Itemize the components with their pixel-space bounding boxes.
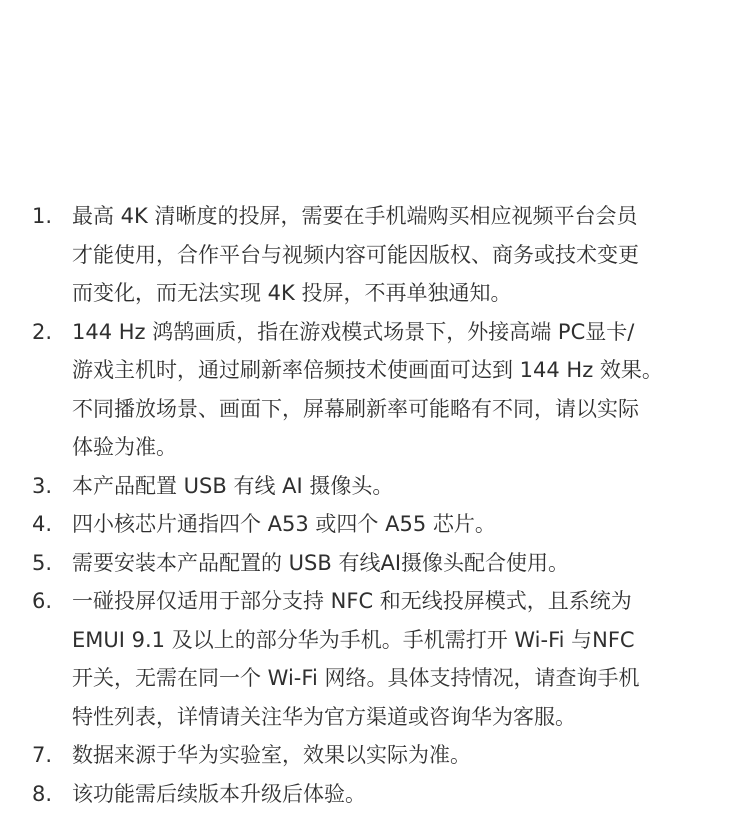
footnote-line: 特性列表，详情请关注华为官方渠道或咨询华为客服。 <box>72 698 732 737</box>
footnote-item <box>32 467 732 506</box>
footnote-number: 5. <box>32 544 72 583</box>
footnote-line: 不同播放场景、画面下，屏幕刷新率可能略有不同，请以实际 <box>72 390 732 429</box>
footnotes-list <box>32 197 732 813</box>
footnote-number: 3. <box>32 467 72 506</box>
footnote-number: 8. <box>32 775 72 813</box>
footnote-text <box>72 736 732 775</box>
footnote-line: 而变化，而无法实现 4K 投屏，不再单独通知。 <box>72 274 732 313</box>
footnote-text <box>72 544 732 583</box>
footnote-line: 四小核芯片通指四个 A53 或四个 A55 芯片。 <box>72 505 732 544</box>
footnote-line: 开关，无需在同一个 Wi-Fi 网络。具体支持情况，请查询手机 <box>72 659 732 698</box>
footnote-line: 该功能需后续版本升级后体验。 <box>72 775 732 813</box>
footnote-number: 4. <box>32 505 72 544</box>
footnote-line: 本产品配置 USB 有线 AI 摄像头。 <box>72 467 732 506</box>
footnote-line: 144 Hz 鸿鹄画质，指在游戏模式场景下，外接高端 PC显卡/ <box>72 313 732 352</box>
footnote-text <box>72 582 732 736</box>
footnote-item <box>32 313 732 467</box>
footnote-text <box>72 467 732 506</box>
footnote-line: 需要安装本产品配置的 USB 有线AI摄像头配合使用。 <box>72 544 732 583</box>
footnote-line: EMUI 9.1 及以上的部分华为手机。手机需打开 Wi-Fi 与NFC <box>72 621 732 660</box>
footnote-line: 才能使用，合作平台与视频内容可能因版权、商务或技术变更 <box>72 236 732 275</box>
footnote-text <box>72 197 732 313</box>
footnote-text <box>72 313 732 467</box>
footnote-line: 最高 4K 清晰度的投屏，需要在手机端购买相应视频平台会员 <box>72 197 732 236</box>
footnote-item <box>32 582 732 736</box>
footnote-text <box>72 775 732 813</box>
footnote-item <box>32 775 732 813</box>
footnote-item <box>32 197 732 313</box>
footnote-line: 一碰投屏仅适用于部分支持 NFC 和无线投屏模式，且系统为 <box>72 582 732 621</box>
footnote-item <box>32 505 732 544</box>
footnote-item <box>32 736 732 775</box>
footnote-item <box>32 544 732 583</box>
footnote-line: 数据来源于华为实验室，效果以实际为准。 <box>72 736 732 775</box>
footnote-line: 游戏主机时，通过刷新率倍频技术使画面可达到 144 Hz 效果。 <box>72 351 732 390</box>
footnote-number: 6. <box>32 582 72 621</box>
footnote-line: 体验为准。 <box>72 428 732 467</box>
footnote-number: 7. <box>32 736 72 775</box>
footnote-text <box>72 505 732 544</box>
footnote-number: 1. <box>32 197 72 236</box>
footnote-number: 2. <box>32 313 72 352</box>
